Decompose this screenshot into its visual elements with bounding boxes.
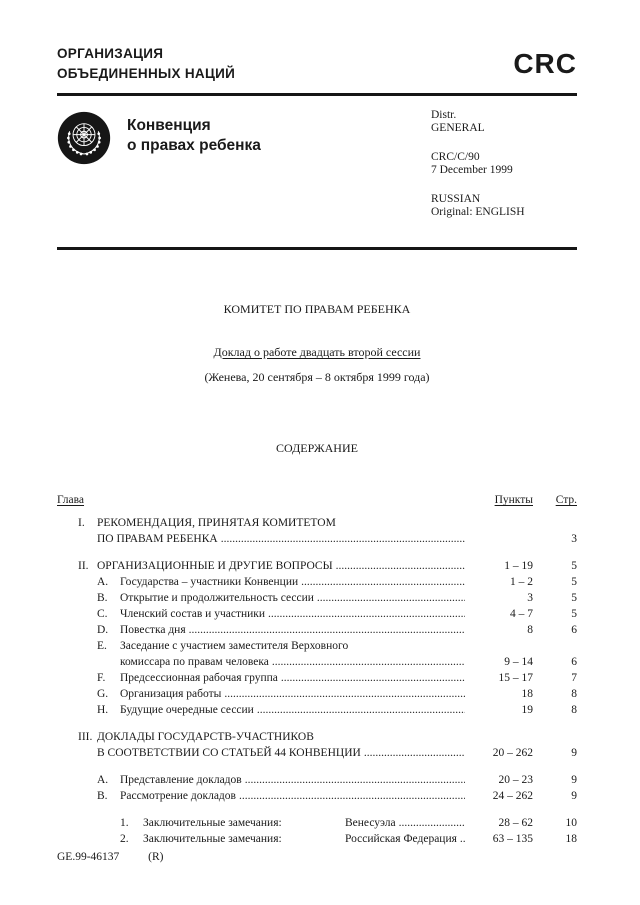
toc-row-line (120, 590, 469, 606)
toc-row (57, 831, 577, 847)
toc-row-label: Организация работы (120, 688, 222, 700)
footer-lang-code: (R) (148, 851, 164, 863)
doc-original-language: Original: ENGLISH (431, 206, 525, 218)
org-name-line1: ОРГАНИЗАЦИЯ (57, 46, 164, 61)
language-group (431, 193, 577, 219)
toc-dot-leader (364, 745, 465, 761)
toc-row-page: 6 (571, 624, 577, 636)
toc-row-page: 5 (571, 560, 577, 572)
toc-row-line: Заседание с участием заместителя Верховного (120, 640, 349, 652)
toc-row-body (120, 622, 469, 638)
toc-row-number: G. (97, 688, 109, 700)
toc-row-label: Открытие и продолжительность сессии (120, 592, 314, 604)
toc-dot-leader (399, 815, 465, 831)
toc-row-line (143, 831, 469, 847)
contents-heading: СОДЕРЖАНИЕ (276, 441, 358, 455)
toc-rows (57, 515, 577, 847)
toc-row (57, 788, 577, 804)
toc-row-line (120, 574, 469, 590)
toc-row-page: 5 (571, 608, 577, 620)
toc-row-paragraphs: 3 (527, 592, 533, 604)
convention-title (127, 116, 261, 235)
toc-row-number: A. (97, 576, 109, 588)
toc-row-number: 1. (120, 817, 129, 829)
divider-top (57, 93, 577, 96)
toc-dot-leader (268, 606, 465, 622)
toc-dot-leader (317, 590, 465, 606)
toc-row-number: B. (97, 592, 108, 604)
toc-row-label: Заключительные замечания: (143, 817, 282, 829)
toc-row-page: 5 (571, 576, 577, 588)
toc-row-line (120, 606, 469, 622)
document-header (57, 0, 577, 84)
document-content (57, 0, 577, 847)
toc-row-number: 2. (120, 833, 129, 845)
org-name-line2: ОБЪЕДИНЕННЫХ НАЦИЙ (57, 66, 236, 81)
footer-doc-code: GE.99-46137 (57, 851, 120, 863)
table-of-contents (57, 494, 577, 847)
convention-title-line2: о правах ребенка (127, 137, 261, 154)
toc-row-line: РЕКОМЕНДАЦИЯ, ПРИНЯТАЯ КОМИТЕТОМ (97, 517, 336, 529)
toc-row-label: Членский состав и участники (120, 608, 266, 620)
toc-row-body (97, 515, 469, 547)
toc-row-line: ДОКЛАДЫ ГОСУДАРСТВ-УЧАСТНИКОВ (97, 731, 314, 743)
toc-row-sublabel: Российская Федерация (345, 833, 457, 845)
toc-row-label: Повестка дня (120, 624, 186, 636)
toc-row-line (120, 622, 469, 638)
toc-row-body (120, 670, 469, 686)
toc-row-body (120, 686, 469, 702)
toc-row-paragraphs: 18 (521, 688, 533, 700)
toc-row-line (120, 670, 469, 686)
doc-symbol: CRC (513, 48, 577, 79)
toc-dot-leader (221, 531, 465, 547)
distr-value: GENERAL (431, 122, 485, 134)
toc-row-paragraphs: 28 – 62 (498, 817, 533, 829)
toc-row-number: B. (97, 790, 108, 802)
toc-row-label: ПО ПРАВАМ РЕБЕНКА (97, 533, 218, 545)
toc-row-paragraphs: 9 – 14 (504, 656, 533, 668)
toc-row-number: H. (97, 704, 109, 716)
toc-row-number: A. (97, 774, 109, 786)
toc-row-line (120, 686, 469, 702)
toc-row-number: C. (97, 608, 108, 620)
toc-row-page: 18 (565, 833, 577, 845)
toc-dot-leader (257, 702, 465, 718)
toc-row-page: 9 (571, 747, 577, 759)
toc-row-line (97, 745, 469, 761)
toc-dot-leader (224, 686, 465, 702)
distr-group (431, 109, 577, 135)
toc-row (57, 574, 577, 590)
toc-row (57, 686, 577, 702)
toc-row-label: В СООТВЕТСТВИИ СО СТАТЬЕЙ 44 КОНВЕНЦИИ (97, 747, 361, 759)
toc-row-body (143, 831, 469, 847)
toc-dot-leader (281, 670, 465, 686)
doc-date: 7 December 1999 (431, 164, 513, 176)
toc-row-paragraphs: 19 (521, 704, 533, 716)
toc-row (57, 622, 577, 638)
toc-row-page: 8 (571, 704, 577, 716)
toc-row-body (120, 638, 469, 670)
toc-dot-leader (239, 788, 465, 804)
toc-row-line (120, 772, 469, 788)
toc-row-line (143, 815, 469, 831)
toc-row-number: III. (78, 731, 93, 743)
committee-heading: КОМИТЕТ ПО ПРАВАМ РЕБЕНКА (223, 302, 411, 316)
toc-row-paragraphs: 20 – 262 (492, 747, 533, 759)
toc-row-label: Государства – участники Конвенции (120, 576, 299, 588)
toc-row-label: Предсессионная рабочая группа (120, 672, 278, 684)
toc-row (57, 729, 577, 761)
doc-language: RUSSIAN (431, 193, 481, 205)
toc-dot-leader (460, 831, 465, 847)
report-title: Доклад о работе двадцать второй сессии (213, 345, 421, 359)
toc-row-sublabel: Венесуэла (345, 817, 396, 829)
toc-col-page: Стр. (555, 494, 577, 506)
toc-row-label: Рассмотрение докладов (120, 790, 236, 802)
toc-row-page: 8 (571, 688, 577, 700)
distr-label: Distr. (431, 109, 457, 121)
toc-row-page: 7 (571, 672, 577, 684)
toc-row-body (143, 815, 469, 831)
toc-row-page: 6 (571, 656, 577, 668)
doc-number-group (431, 151, 577, 177)
report-subtitle: (Женева, 20 сентября – 8 октября 1999 года) (204, 370, 430, 384)
toc-row-body (120, 606, 469, 622)
document-footer (57, 851, 164, 863)
un-emblem-icon (57, 111, 111, 165)
doc-number: CRC/C/90 (431, 151, 480, 163)
toc-row-body (97, 729, 469, 761)
toc-row-page: 10 (565, 817, 577, 829)
toc-row-paragraphs: 1 – 19 (504, 560, 533, 572)
toc-dot-leader (272, 654, 465, 670)
toc-row-page: 9 (571, 790, 577, 802)
toc-row-body (120, 772, 469, 788)
toc-header (57, 494, 577, 506)
toc-row (57, 670, 577, 686)
toc-row-line (120, 788, 469, 804)
toc-row-paragraphs: 24 – 262 (492, 790, 533, 802)
toc-row-paragraphs: 63 – 135 (492, 833, 533, 845)
toc-row (57, 558, 577, 574)
toc-row-paragraphs: 8 (527, 624, 533, 636)
toc-row-line (120, 654, 469, 670)
toc-row-number: F. (97, 672, 106, 684)
toc-row (57, 815, 577, 831)
toc-col-chapter: Глава (57, 494, 85, 506)
toc-row-label: Заключительные замечания: (143, 833, 282, 845)
toc-row-page: 9 (571, 774, 577, 786)
toc-row (57, 590, 577, 606)
toc-row-paragraphs: 15 – 17 (498, 672, 533, 684)
toc-row-body (120, 590, 469, 606)
toc-dot-leader (336, 558, 465, 574)
toc-row-line (97, 531, 469, 547)
toc-col-paragraphs: Пункты (494, 494, 533, 506)
toc-row (57, 702, 577, 718)
toc-row-number: I. (78, 517, 85, 529)
toc-row-label: комиссара по правам человека (120, 656, 269, 668)
toc-row (57, 606, 577, 622)
toc-row-page: 3 (571, 533, 577, 545)
divider-masthead (57, 247, 577, 250)
toc-row (57, 638, 577, 670)
toc-row-label: Представление докладов (120, 774, 242, 786)
toc-row-label: ОРГАНИЗАЦИОННЫЕ И ДРУГИЕ ВОПРОСЫ (97, 560, 333, 572)
toc-dot-leader (301, 574, 465, 590)
toc-row-line (120, 702, 469, 718)
convention-title-line1: Конвенция (127, 117, 211, 134)
toc-row-paragraphs: 4 – 7 (510, 608, 533, 620)
toc-row (57, 515, 577, 547)
toc-row-line (97, 558, 469, 574)
toc-dot-leader (245, 772, 465, 788)
toc-row-body (120, 702, 469, 718)
toc-row-paragraphs: 20 – 23 (498, 774, 533, 786)
org-name (57, 44, 235, 84)
toc-row-body (120, 574, 469, 590)
toc-dot-leader (189, 622, 465, 638)
toc-row-number: E. (97, 640, 107, 652)
toc-row-body (120, 788, 469, 804)
toc-row-page: 5 (571, 592, 577, 604)
distribution-block (431, 109, 577, 235)
toc-row-body (97, 558, 469, 574)
toc-row (57, 772, 577, 788)
toc-row-label: Будущие очередные сессии (120, 704, 254, 716)
toc-row-number: II. (78, 560, 89, 572)
masthead (57, 109, 577, 235)
toc-row-paragraphs: 1 – 2 (510, 576, 533, 588)
toc-row-number: D. (97, 624, 109, 636)
